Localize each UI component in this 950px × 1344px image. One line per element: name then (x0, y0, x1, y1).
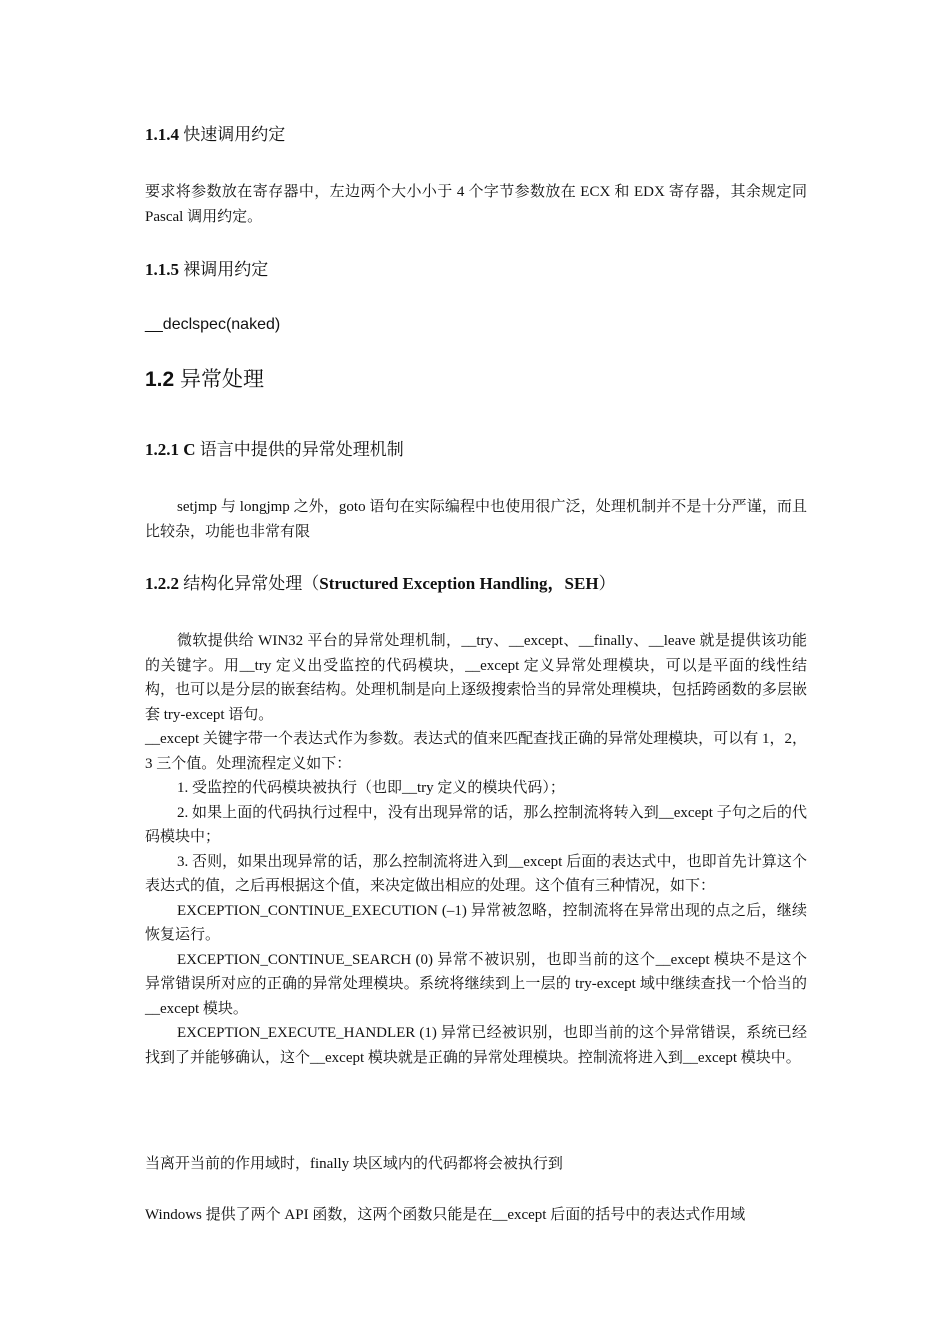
heading-title: 裸调用约定 (183, 260, 269, 279)
paragraph-except-keyword: __except 关键字带一个表达式作为参数。表达式的值来匹配查找正确的异常处理模块，可以有 1，2，3 三个值。处理流程定义如下： (145, 731, 807, 772)
list-item-step-3: 3. 否则，如果出现异常的话，那么控制流将进入到__except 后面的表达式中，也即首先计算这个表达式的值，之后再根据这个值，来决定做出相应的处理。这个值有三种情况，如下： (145, 853, 807, 894)
paragraph-execute-handler: EXCEPTION_EXECUTE_HANDLER (1) 异常已经被识别，也即当前的这个异常错误，系统已经找到了并能够确认，这个__except 模块就是正确的异常处理模块。控制流将进入到__except 模块中。 (145, 1025, 807, 1066)
heading-title: 语言中提供的异常处理机制 (199, 440, 404, 459)
paragraph-continue-execution: EXCEPTION_CONTINUE_EXECUTION (–1) 异常被忽略，控制流将在异常出现的点之后，继续恢复运行。 (145, 902, 807, 943)
heading-title-prefix: 结构化异常处理（ (183, 574, 320, 593)
heading-1-2-2 (145, 573, 807, 595)
seh-body (145, 629, 807, 1070)
paragraph-finally: 当离开当前的作用域时，finally 块区域内的代码都将会被执行到 (145, 1156, 563, 1172)
heading-number: 1.2.2 (145, 574, 179, 593)
heading-1-1-4 (145, 124, 807, 146)
list-item-step-2: 2. 如果上面的代码执行过程中，没有出现异常的话，那么控制流将转入到__except 子句之后的代码模块中； (145, 804, 807, 845)
paragraph-fastcall: 要求将参数放在寄存器中，左边两个大小小于 4 个字节参数放在 ECX 和 EDX 寄存器，其余规定同 Pascal 调用约定。 (145, 184, 807, 225)
heading-number: 1.2 (145, 368, 175, 391)
heading-1-2-1 (145, 439, 807, 461)
heading-title: 快速调用约定 (183, 125, 286, 144)
paragraph-seh-intro: 微软提供给 WIN32 平台的异常处理机制，__try、__except、__finally、__leave 就是提供该功能的关键字。用__try 定义出受监控的代码模块，__except 定义异常处理模块，可以是平面的线性结构，也可以是分层的嵌套结构。处理机制是向上逐级搜索恰当的异常处理模块，包括跨函数的多层嵌套 try-except 语句。 (145, 633, 807, 723)
heading-1-1-5 (145, 259, 807, 281)
heading-title-suffix: ） (598, 574, 616, 593)
heading-number: 1.1.4 (145, 125, 179, 144)
heading-title-english: Structured Exception Handling，SEH (319, 574, 599, 593)
heading-1-2 (145, 367, 807, 393)
heading-number: 1.1.5 (145, 260, 179, 279)
paragraph-continue-search: EXCEPTION_CONTINUE_SEARCH (0) 异常不被识别，也即当前的这个__except 模块不是这个异常错误所对应的正确的异常处理模块。系统将继续到上一层的 try-except 域中继续查找一个恰当的__except 模块。 (145, 951, 807, 1017)
list-item-step-1: 1. 受监控的代码模块被执行（也即__try 定义的模块代码）； (177, 780, 565, 796)
paragraph-setjmp: setjmp 与 longjmp 之外，goto 语句在实际编程中也使用很广泛，处理机制并不是十分严谨，而且比较杂，功能也非常有限 (145, 499, 807, 540)
heading-title: 异常处理 (180, 368, 265, 391)
code-declspec-naked: __declspec(naked) (145, 316, 281, 333)
heading-number: 1.2.1 C (145, 440, 196, 459)
paragraph-windows-api: Windows 提供了两个 API 函数，这两个函数只能是在__except 后面的括号中的表达式作用域 (145, 1207, 746, 1223)
